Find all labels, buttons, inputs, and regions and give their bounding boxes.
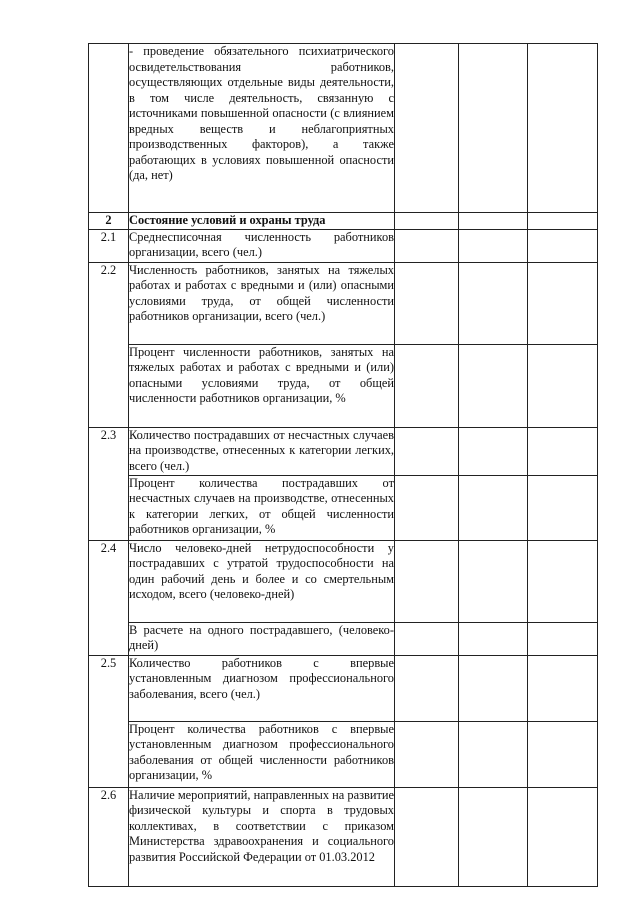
table-row — [89, 540, 598, 622]
row-text: Число человеко-дней нетрудоспособности у пострадавших с утратой трудоспособности на один рабочий день и более и со смертельным исходом, всего (человеко-дней) — [129, 540, 395, 622]
value-cell — [459, 427, 528, 475]
value-cell — [528, 622, 598, 655]
value-cell — [395, 787, 459, 886]
value-cell — [459, 721, 528, 787]
value-cell — [459, 787, 528, 886]
table-row — [89, 229, 598, 262]
row-number: 2.3 — [89, 427, 129, 540]
value-cell — [395, 622, 459, 655]
row-text: Среднесписочная численность работников организации, всего (чел.) — [129, 229, 395, 262]
row-number: 2.1 — [89, 229, 129, 262]
value-cell — [528, 344, 598, 427]
row-text: Количество работников с впервые установленным диагнозом профессионального заболевания, всего (чел.) — [129, 655, 395, 721]
row-text: Численность работников, занятых на тяжелых работах и работах с вредными и (или) опасными условиями труда, от общей численности работников организации, всего (чел.) — [129, 262, 395, 344]
value-cell — [528, 262, 598, 344]
table-row — [89, 427, 598, 475]
table-row — [89, 475, 598, 540]
row-number — [89, 44, 129, 213]
table-row — [89, 344, 598, 427]
value-cell — [528, 655, 598, 721]
table-row — [89, 262, 598, 344]
value-cell — [395, 44, 459, 213]
value-cell — [528, 475, 598, 540]
value-cell — [459, 44, 528, 213]
value-cell — [395, 475, 459, 540]
value-cell — [528, 213, 598, 230]
table-row — [89, 44, 598, 213]
value-cell — [528, 787, 598, 886]
row-text: Процент численности работников, занятых на тяжелых работах и работах с вредными и (или) опасными условиями труда, от общей численности работников организации, % — [129, 344, 395, 427]
section-number: 2 — [89, 213, 129, 230]
row-text: - проведение обязательного психиатрического освидетельствования работников, осуществляющих отдельные виды деятельности, в том числе деятельность, связанную с источниками повышенной опасности (с влиянием вредных веществ и неблагоприятных производственных факторов), а также работающих в условиях повышенной опасности (да, нет) — [129, 44, 395, 213]
row-text: Процент количества пострадавших от несчастных случаев на производстве, отнесенных к категории легких, от общей численности работников организации, % — [129, 475, 395, 540]
row-number: 2.5 — [89, 655, 129, 787]
value-cell — [459, 540, 528, 622]
table-row — [89, 787, 598, 886]
value-cell — [528, 44, 598, 213]
row-number: 2.6 — [89, 787, 129, 886]
value-cell — [459, 344, 528, 427]
section-title: Состояние условий и охраны труда — [129, 213, 395, 230]
value-cell — [395, 721, 459, 787]
value-cell — [395, 427, 459, 475]
table-row — [89, 655, 598, 721]
value-cell — [528, 427, 598, 475]
value-cell — [528, 540, 598, 622]
value-cell — [528, 229, 598, 262]
row-text: Процент количества работников с впервые установленным диагнозом профессионального заболевания от общей численности работников организации, % — [129, 721, 395, 787]
value-cell — [395, 213, 459, 230]
value-cell — [459, 213, 528, 230]
value-cell — [459, 262, 528, 344]
value-cell — [395, 655, 459, 721]
row-number: 2.4 — [89, 540, 129, 655]
value-cell — [395, 229, 459, 262]
section-row — [89, 213, 598, 230]
indicators-table — [88, 43, 598, 887]
row-text: Наличие мероприятий, направленных на развитие физической культуры и спорта в трудовых коллективах, в соответствии с приказом Министерства здравоохранения и социального развития Российской Федерации от 01.03.2012 — [129, 787, 395, 886]
row-text: В расчете на одного пострадавшего, (человеко-дней) — [129, 622, 395, 655]
value-cell — [459, 475, 528, 540]
value-cell — [528, 721, 598, 787]
table-row — [89, 721, 598, 787]
value-cell — [459, 622, 528, 655]
table-row — [89, 622, 598, 655]
value-cell — [395, 262, 459, 344]
value-cell — [395, 344, 459, 427]
value-cell — [395, 540, 459, 622]
value-cell — [459, 655, 528, 721]
value-cell — [459, 229, 528, 262]
row-text: Количество пострадавших от несчастных случаев на производстве, отнесенных к категории легких, всего (чел.) — [129, 427, 395, 475]
row-number: 2.2 — [89, 262, 129, 427]
